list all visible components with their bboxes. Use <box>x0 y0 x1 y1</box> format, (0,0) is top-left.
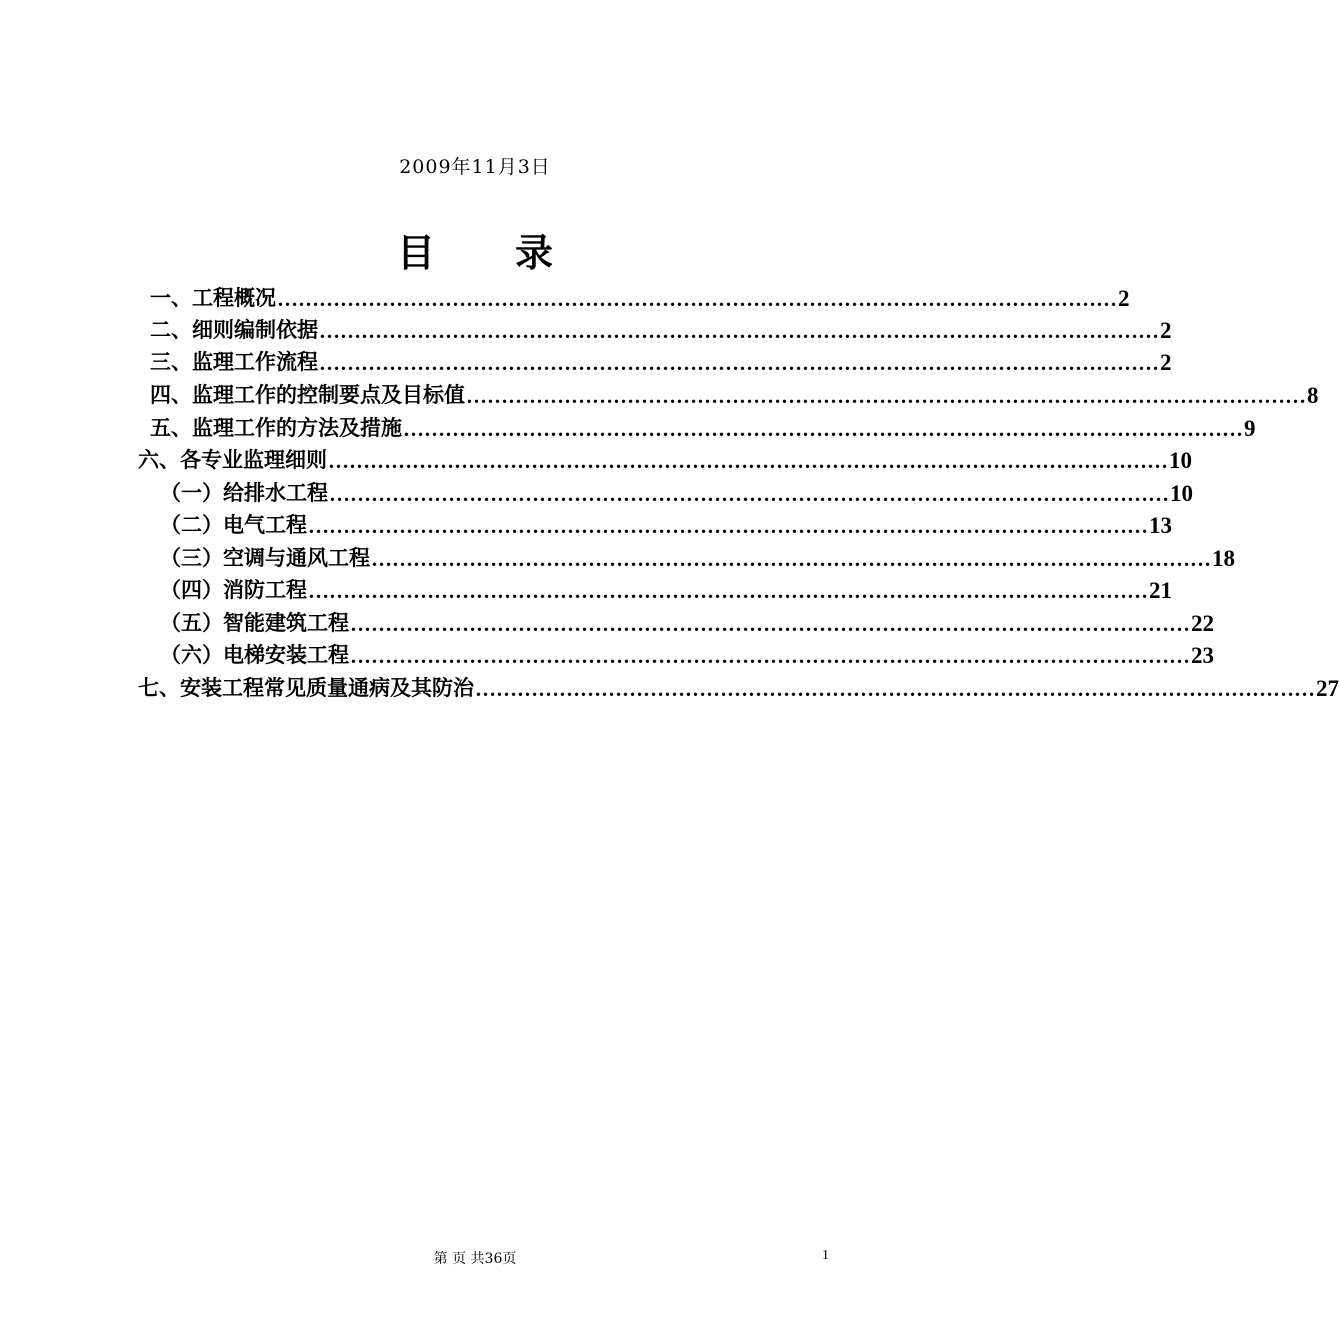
toc-subentry[interactable] <box>160 540 1235 572</box>
toc-entry-page: 9 <box>1244 416 1256 441</box>
toc-entry-title: 监理工作的控制要点及目标值 <box>192 382 465 407</box>
toc-leader-dots: ………………………………………………………………………………………………………… <box>308 514 1148 538</box>
toc-entry-number: 五、 <box>150 415 192 440</box>
toc-entry-title: 各专业监理细则 <box>180 447 327 472</box>
toc-entry-title: 消防工程 <box>223 577 307 602</box>
toc-entry-number: 四、 <box>150 382 192 407</box>
toc-entry[interactable] <box>138 670 1339 702</box>
toc-entry-number: （四） <box>160 577 223 602</box>
document-date: 2009年11月3日 <box>399 156 551 178</box>
toc-entry-page: 23 <box>1191 643 1214 668</box>
toc-entry-title: 电气工程 <box>223 512 307 537</box>
toc-leader-dots: ………………………………………………………………………………………………………… <box>319 319 1159 343</box>
toc-subentry[interactable] <box>160 605 1214 637</box>
toc-leader-dots: ………………………………………………………………………………………………………… <box>350 644 1190 668</box>
toc-leader-dots: ………………………………………………………………………………………………………… <box>277 287 1117 311</box>
toc-entry-number: （二） <box>160 512 223 537</box>
toc-leader-dots: ………………………………………………………………………………………………………… <box>371 547 1211 571</box>
toc-entry-number: （一） <box>160 480 223 505</box>
toc-leader-dots: ………………………………………………………………………………………………………… <box>329 482 1169 506</box>
toc-entry-number: 六、 <box>138 447 180 472</box>
toc-leader-dots: ………………………………………………………………………………………………………… <box>308 579 1148 603</box>
toc-entry-title: 监理工作的方法及措施 <box>192 415 402 440</box>
toc-entry-page: 22 <box>1191 611 1214 636</box>
toc-entry-page: 18 <box>1212 546 1235 571</box>
toc-entry-page: 2 <box>1160 350 1172 375</box>
toc-entry-number: （五） <box>160 610 223 635</box>
toc-entry-number: （三） <box>160 545 223 570</box>
toc-entry-page: 27 <box>1316 676 1339 701</box>
toc-entry-number: 七、 <box>138 675 180 700</box>
toc-entry-title: 给排水工程 <box>223 480 328 505</box>
toc-entry-page: 10 <box>1169 448 1192 473</box>
toc-leader-dots: ………………………………………………………………………………………………………… <box>403 417 1243 441</box>
toc-subentry[interactable] <box>160 507 1172 539</box>
toc-entry[interactable] <box>150 410 1256 442</box>
toc-leader-dots: ………………………………………………………………………………………………………… <box>350 612 1190 636</box>
toc-leader-dots: ………………………………………………………………………………………………………… <box>319 351 1159 375</box>
toc-entry-number: 三、 <box>150 349 192 374</box>
toc-subentry[interactable] <box>160 572 1172 604</box>
toc-entry-page: 2 <box>1118 286 1130 311</box>
toc-leader-dots: ………………………………………………………………………………………………………… <box>466 384 1306 408</box>
toc-entry-page: 21 <box>1149 578 1172 603</box>
footer-page-count: 第 页 共36页 <box>433 1251 517 1267</box>
toc-title: 目录 <box>396 231 633 275</box>
toc-entry-title: 工程概况 <box>192 285 276 310</box>
toc-entry-title: 监理工作流程 <box>192 349 318 374</box>
toc-entry-number: （六） <box>160 642 223 667</box>
footer-page-number: 1 <box>822 1248 829 1263</box>
toc-leader-dots: ………………………………………………………………………………………………………… <box>475 677 1315 701</box>
toc-entry-title: 智能建筑工程 <box>223 610 349 635</box>
toc-entry[interactable] <box>150 280 1130 312</box>
toc-entry-page: 10 <box>1170 481 1193 506</box>
toc-entry-title: 安装工程常见质量通病及其防治 <box>180 675 474 700</box>
toc-leader-dots: ………………………………………………………………………………………………………… <box>328 449 1168 473</box>
toc-entry-number: 二、 <box>150 317 192 342</box>
toc-subentry[interactable] <box>160 637 1214 669</box>
toc-entry[interactable] <box>150 312 1172 344</box>
toc-entry[interactable] <box>150 344 1172 376</box>
toc-entry-page: 2 <box>1160 318 1172 343</box>
toc-entry-number: 一、 <box>150 285 192 310</box>
toc-entry-page: 8 <box>1307 383 1319 408</box>
toc-entry-title: 细则编制依据 <box>192 317 318 342</box>
toc-subentry[interactable] <box>160 475 1193 507</box>
toc-entry[interactable] <box>150 377 1319 409</box>
toc-entry[interactable] <box>138 442 1192 474</box>
toc-entry-title: 空调与通风工程 <box>223 545 370 570</box>
toc-entry-page: 13 <box>1149 513 1172 538</box>
toc-entry-title: 电梯安装工程 <box>223 642 349 667</box>
